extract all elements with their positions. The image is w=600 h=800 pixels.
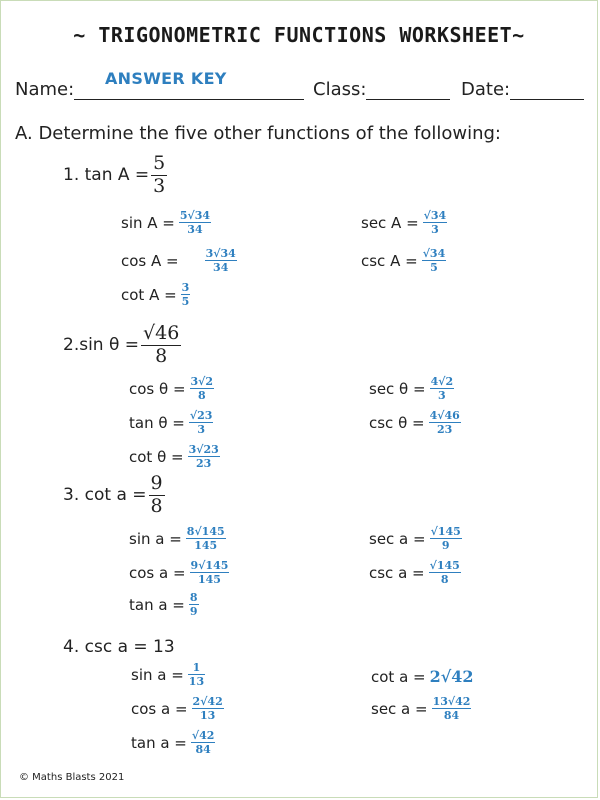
answer-row <box>131 661 205 688</box>
answer-fraction <box>192 695 224 722</box>
answer-row <box>131 729 215 756</box>
fraction-numerator: 5 <box>153 152 166 174</box>
answer-denominator: 8 <box>440 573 449 587</box>
answer-label: sec θ = <box>369 379 426 398</box>
answer-denominator: 34 <box>187 223 203 237</box>
answer-label: tan a = <box>131 733 187 752</box>
copyright-footer: © Maths Blasts 2021 <box>19 772 125 783</box>
answer-numerator: √42 <box>191 729 215 742</box>
answer-numerator: 3√34 <box>205 247 236 260</box>
answer-numerator: 3√23 <box>188 443 219 456</box>
fraction-denominator: 8 <box>150 494 163 517</box>
answer-label: sec A = <box>361 213 419 232</box>
answer-denominator: 5 <box>430 261 438 275</box>
answer-label: sec a = <box>369 529 426 548</box>
answer-row <box>129 409 213 436</box>
problem-2-fraction <box>141 323 181 368</box>
answer-fraction <box>430 375 455 402</box>
answer-denominator: 145 <box>194 539 218 553</box>
answer-numerator: 1 <box>192 661 201 674</box>
answer-numerator: 3√2 <box>190 375 214 388</box>
answer-label: sin A = <box>121 213 175 232</box>
answer-label: csc a = <box>369 563 425 582</box>
answer-fraction <box>190 375 215 402</box>
problem-2 <box>63 323 183 368</box>
answer-fraction <box>423 209 448 236</box>
answer-fraction <box>429 409 461 436</box>
answer-fraction <box>432 695 472 722</box>
answer-row <box>121 209 211 236</box>
answer-fraction <box>188 661 205 688</box>
answer-numerator: √34 <box>423 209 447 222</box>
date-field <box>461 79 584 100</box>
date-label: Date: <box>461 79 511 100</box>
answer-numerator: 5√34 <box>179 209 211 222</box>
answer-denominator: 3 <box>431 223 439 237</box>
answer-label: cos θ = <box>129 379 186 398</box>
answer-fraction <box>181 281 191 308</box>
answer-denominator: 23 <box>196 457 212 471</box>
answer-key-label: ANSWER KEY <box>105 69 227 88</box>
answer-numerator: 9√145 <box>190 559 229 572</box>
answer-row <box>129 525 226 552</box>
answer-label: tan θ = <box>129 413 185 432</box>
answer-row <box>129 559 229 586</box>
answer-numerator: 3 <box>181 281 190 294</box>
class-field <box>313 79 450 100</box>
answer-label: cos a = <box>129 563 186 582</box>
answer-numerator: 13√42 <box>432 695 471 708</box>
answer-denominator: 9 <box>189 605 198 619</box>
answer-value: 2√42 <box>429 667 474 686</box>
answer-numerator: 8 <box>189 591 198 604</box>
answer-denominator: 34 <box>213 261 229 275</box>
answer-numerator: 4√2 <box>430 375 454 388</box>
answer-label: cot θ = <box>129 447 184 466</box>
answer-denominator: 3 <box>438 389 446 403</box>
name-label: Name: <box>15 79 75 100</box>
answer-label: cos A = <box>121 251 179 270</box>
answer-fraction <box>205 247 237 274</box>
answer-denominator: 3 <box>197 423 205 437</box>
worksheet-title: ~ TRIGONOMETRIC FUNCTIONS WORKSHEET~ <box>73 23 525 47</box>
fraction-denominator: 8 <box>155 344 168 367</box>
answer-label: sec a = <box>371 699 428 718</box>
problem-4 <box>63 637 175 657</box>
answer-numerator: √145 <box>429 559 460 572</box>
answer-row <box>369 375 454 402</box>
date-line <box>510 81 584 100</box>
answer-label: cot A = <box>121 285 177 304</box>
answer-fraction <box>430 525 462 552</box>
answer-denominator: 8 <box>197 389 206 403</box>
fraction-numerator: √46 <box>143 322 180 344</box>
answer-denominator: 5 <box>181 295 190 309</box>
answer-row <box>369 559 461 586</box>
answer-label: cot a = <box>371 667 426 686</box>
fraction-denominator: 3 <box>153 174 166 197</box>
answer-denominator: 84 <box>195 743 211 757</box>
answer-row <box>371 667 474 686</box>
answer-label: cos a = <box>131 699 188 718</box>
answer-row <box>129 375 214 402</box>
answer-row <box>121 247 237 274</box>
answer-numerator: √23 <box>189 409 213 422</box>
problem-2-label: 2.sin θ = <box>63 335 140 356</box>
answer-fraction <box>179 209 211 236</box>
answer-row <box>129 591 199 618</box>
answer-fraction <box>429 559 461 586</box>
answer-fraction <box>191 729 216 756</box>
answer-fraction <box>189 409 214 436</box>
answer-row <box>129 443 220 470</box>
answer-row <box>369 525 462 552</box>
answer-label: csc θ = <box>369 413 425 432</box>
answer-fraction <box>422 247 447 274</box>
answer-row <box>361 247 446 274</box>
answer-numerator: 8√145 <box>186 525 225 538</box>
problem-1 <box>63 153 169 198</box>
answer-numerator: √34 <box>422 247 446 260</box>
problem-3-fraction <box>149 473 165 518</box>
answer-denominator: 145 <box>197 573 221 587</box>
answer-label: sin a = <box>129 529 182 548</box>
answer-row <box>121 281 190 308</box>
answer-fraction <box>189 591 199 618</box>
problem-3 <box>63 473 167 518</box>
answer-denominator: 9 <box>441 539 450 553</box>
problem-1-label: 1. tan A = <box>63 165 150 186</box>
answer-label: tan a = <box>129 595 185 614</box>
class-line <box>366 81 450 100</box>
answer-denominator: 84 <box>443 709 460 723</box>
problem-4-label: 4. csc a = 13 <box>63 637 175 657</box>
fraction-numerator: 9 <box>150 472 163 494</box>
instruction: A. Determine the five other functions of the following: <box>15 123 501 144</box>
answer-numerator: 2√42 <box>192 695 223 708</box>
answer-denominator: 23 <box>437 423 453 437</box>
answer-row <box>369 409 461 436</box>
answer-fraction <box>186 525 226 552</box>
answer-fraction <box>190 559 230 586</box>
answer-row <box>361 209 447 236</box>
answer-numerator: 4√46 <box>429 409 460 422</box>
answer-denominator: 13 <box>188 675 205 689</box>
answer-row <box>371 695 471 722</box>
answer-label: csc A = <box>361 251 418 270</box>
answer-fraction <box>188 443 220 470</box>
answer-row <box>131 695 224 722</box>
problem-1-fraction <box>151 153 167 198</box>
answer-denominator: 13 <box>199 709 216 723</box>
answer-label: sin a = <box>131 665 184 684</box>
class-label: Class: <box>313 79 367 100</box>
answer-numerator: √145 <box>430 525 461 538</box>
problem-3-label: 3. cot a = <box>63 485 147 506</box>
